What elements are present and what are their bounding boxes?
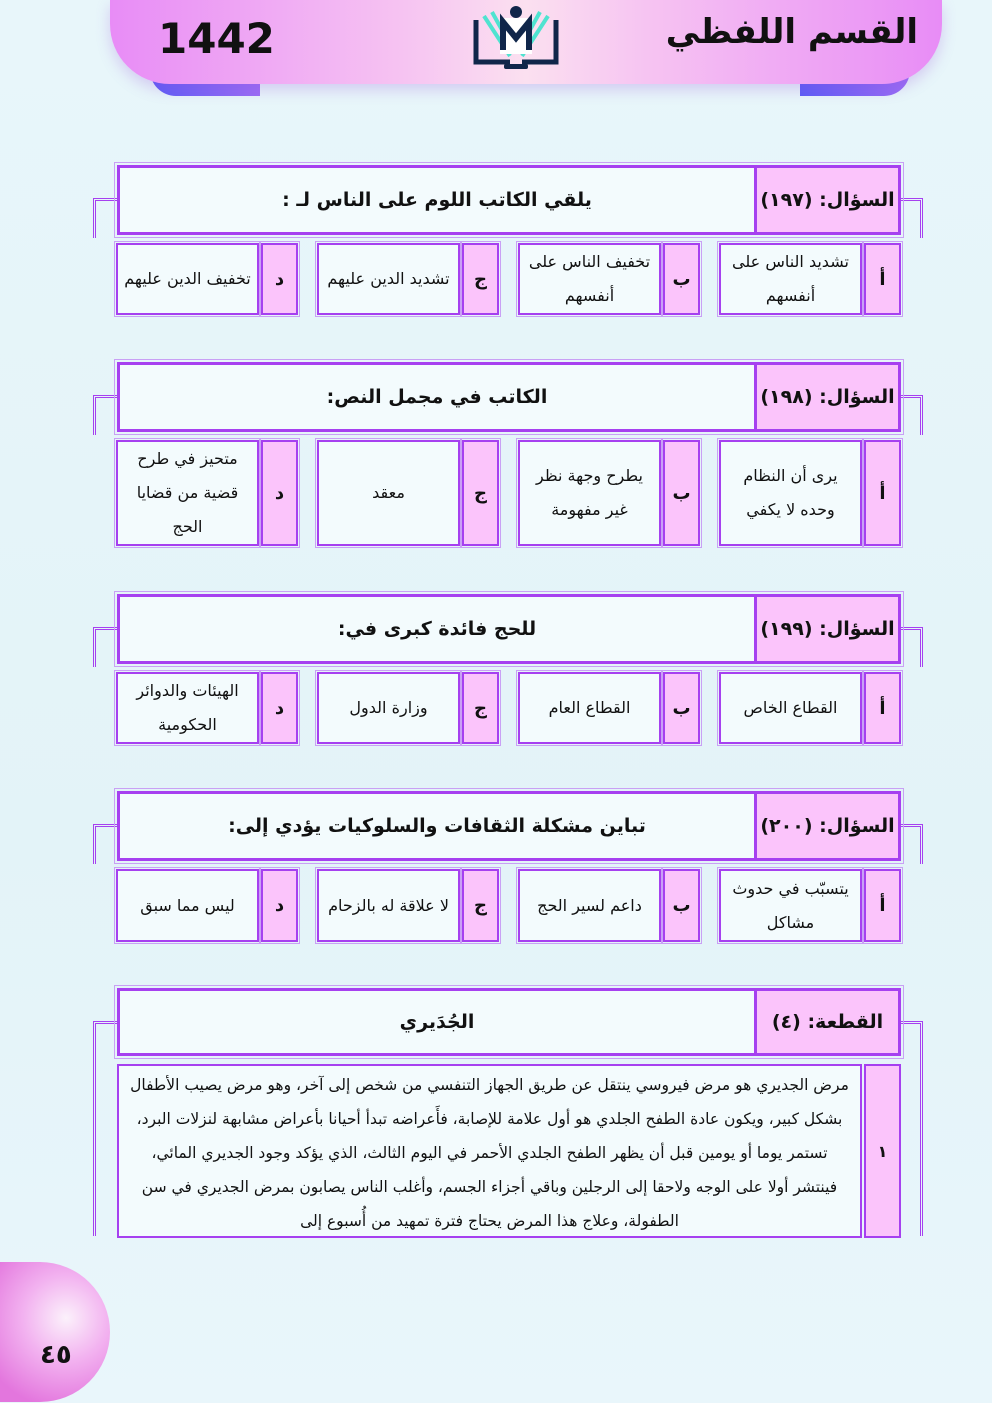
passage-label: القطعة: (٤) xyxy=(754,991,898,1053)
passage-text: مرض الجديري هو مرض فيروسي ينتقل عن طريق الجهاز التنفسي من شخص إلى آخر، وهو مرض يصيب الأطفال بشكل كبير، ويكون عادة الطفح الجلدي هو أول علامة للإصابة، فأَعراضه تبدأ أحيانا بأعراض مشابهة لنزلات البرد، تستمر يوما أو يومين قبل أن يظهر الطفح الجلدي الأحمر في اليوم الثالث، الذي يؤكد وجود الجديري المائي، فينتشر أولا على الوجه ولاحقا إلى الرجلين وباقي أجزاء الجسم، وأغلب الناس يصابون بمرض الجديري في سن الطفولة، وعلاج هذا المرض يحتاج فترة تمهيد من أُسبوع إلى xyxy=(117,1064,862,1238)
option-text: القطاع الخاص xyxy=(719,672,862,744)
option-letter: ب xyxy=(663,243,700,315)
answer-option[interactable] xyxy=(518,243,700,315)
question-block xyxy=(93,791,923,942)
answer-option[interactable] xyxy=(317,869,499,942)
question-block xyxy=(93,362,923,546)
question-block xyxy=(93,594,923,744)
option-text: تشديد الدين عليهم xyxy=(317,243,460,315)
question-text: تباين مشكلة الثقافات والسلوكيات يؤدي إلى: xyxy=(228,815,646,837)
option-text: القطاع العام xyxy=(518,672,661,744)
option-text: متحيز في طرح قضية من قضايا الحج xyxy=(116,440,259,546)
option-letter: د xyxy=(261,440,298,546)
answer-option[interactable] xyxy=(719,440,901,546)
question-number: السؤال: (٢٠٠) xyxy=(754,794,898,858)
year: 1442 xyxy=(158,14,275,63)
question-block xyxy=(93,165,923,315)
option-letter: أ xyxy=(864,869,901,942)
decorative-blob xyxy=(0,1262,110,1402)
option-letter: د xyxy=(261,869,298,942)
option-text: يرى أن النظام وحده لا يكفي xyxy=(719,440,862,546)
answer-option[interactable] xyxy=(116,243,298,315)
answer-option[interactable] xyxy=(719,672,901,744)
header-banner xyxy=(110,0,942,84)
answer-option[interactable] xyxy=(719,243,901,315)
passage-title: الجُدَيري xyxy=(399,1011,475,1033)
option-text: وزارة الدول xyxy=(317,672,460,744)
answer-option[interactable] xyxy=(116,869,298,942)
option-letter: أ xyxy=(864,243,901,315)
passage-block xyxy=(93,988,923,1238)
question-number: السؤال: (١٩٨) xyxy=(754,365,898,429)
option-letter: أ xyxy=(864,672,901,744)
answer-option[interactable] xyxy=(719,869,901,942)
option-text: الهيئات والدوائر الحكومية xyxy=(116,672,259,744)
option-text: يطرح وجهة نظر غير مفهومة xyxy=(518,440,661,546)
answer-option[interactable] xyxy=(116,672,298,744)
question-number: السؤال: (١٩٧) xyxy=(754,168,898,232)
option-text: داعم لسير الحج xyxy=(518,869,661,942)
option-text: يتسبّب في حدوث مشاكل xyxy=(719,869,862,942)
option-text: لا علاقة له بالزحام xyxy=(317,869,460,942)
section-title: القسم اللفظي xyxy=(665,12,918,52)
option-text: ليس مما سبق xyxy=(116,869,259,942)
answer-option[interactable] xyxy=(317,440,499,546)
option-text: تخفيف الدين عليهم xyxy=(116,243,259,315)
option-letter: د xyxy=(261,243,298,315)
question-number: السؤال: (١٩٩) xyxy=(754,597,898,661)
answer-option[interactable] xyxy=(116,440,298,546)
answer-option[interactable] xyxy=(518,869,700,942)
answer-option[interactable] xyxy=(317,243,499,315)
option-text: تخفيف الناس على أنفسهم xyxy=(518,243,661,315)
option-letter: أ xyxy=(864,440,901,546)
option-letter: ج xyxy=(462,243,499,315)
question-text: الكاتب في مجمل النص: xyxy=(326,386,548,408)
book-logo-icon xyxy=(470,0,562,72)
answer-option[interactable] xyxy=(317,672,499,744)
question-text: للحج فائدة كبرى في: xyxy=(337,618,537,640)
option-text: تشديد الناس على أنفسهم xyxy=(719,243,862,315)
option-letter: ج xyxy=(462,440,499,546)
answer-option[interactable] xyxy=(518,440,700,546)
answer-option[interactable] xyxy=(518,672,700,744)
option-letter: ب xyxy=(663,672,700,744)
page-number: ٤٥ xyxy=(40,1340,72,1370)
option-text: معقد xyxy=(317,440,460,546)
question-text: يلقي الكاتب اللوم على الناس لـ : xyxy=(282,189,592,211)
option-letter: د xyxy=(261,672,298,744)
option-letter: ب xyxy=(663,440,700,546)
option-letter: ب xyxy=(663,869,700,942)
paragraph-number: ١ xyxy=(864,1064,901,1238)
option-letter: ج xyxy=(462,672,499,744)
option-letter: ج xyxy=(462,869,499,942)
